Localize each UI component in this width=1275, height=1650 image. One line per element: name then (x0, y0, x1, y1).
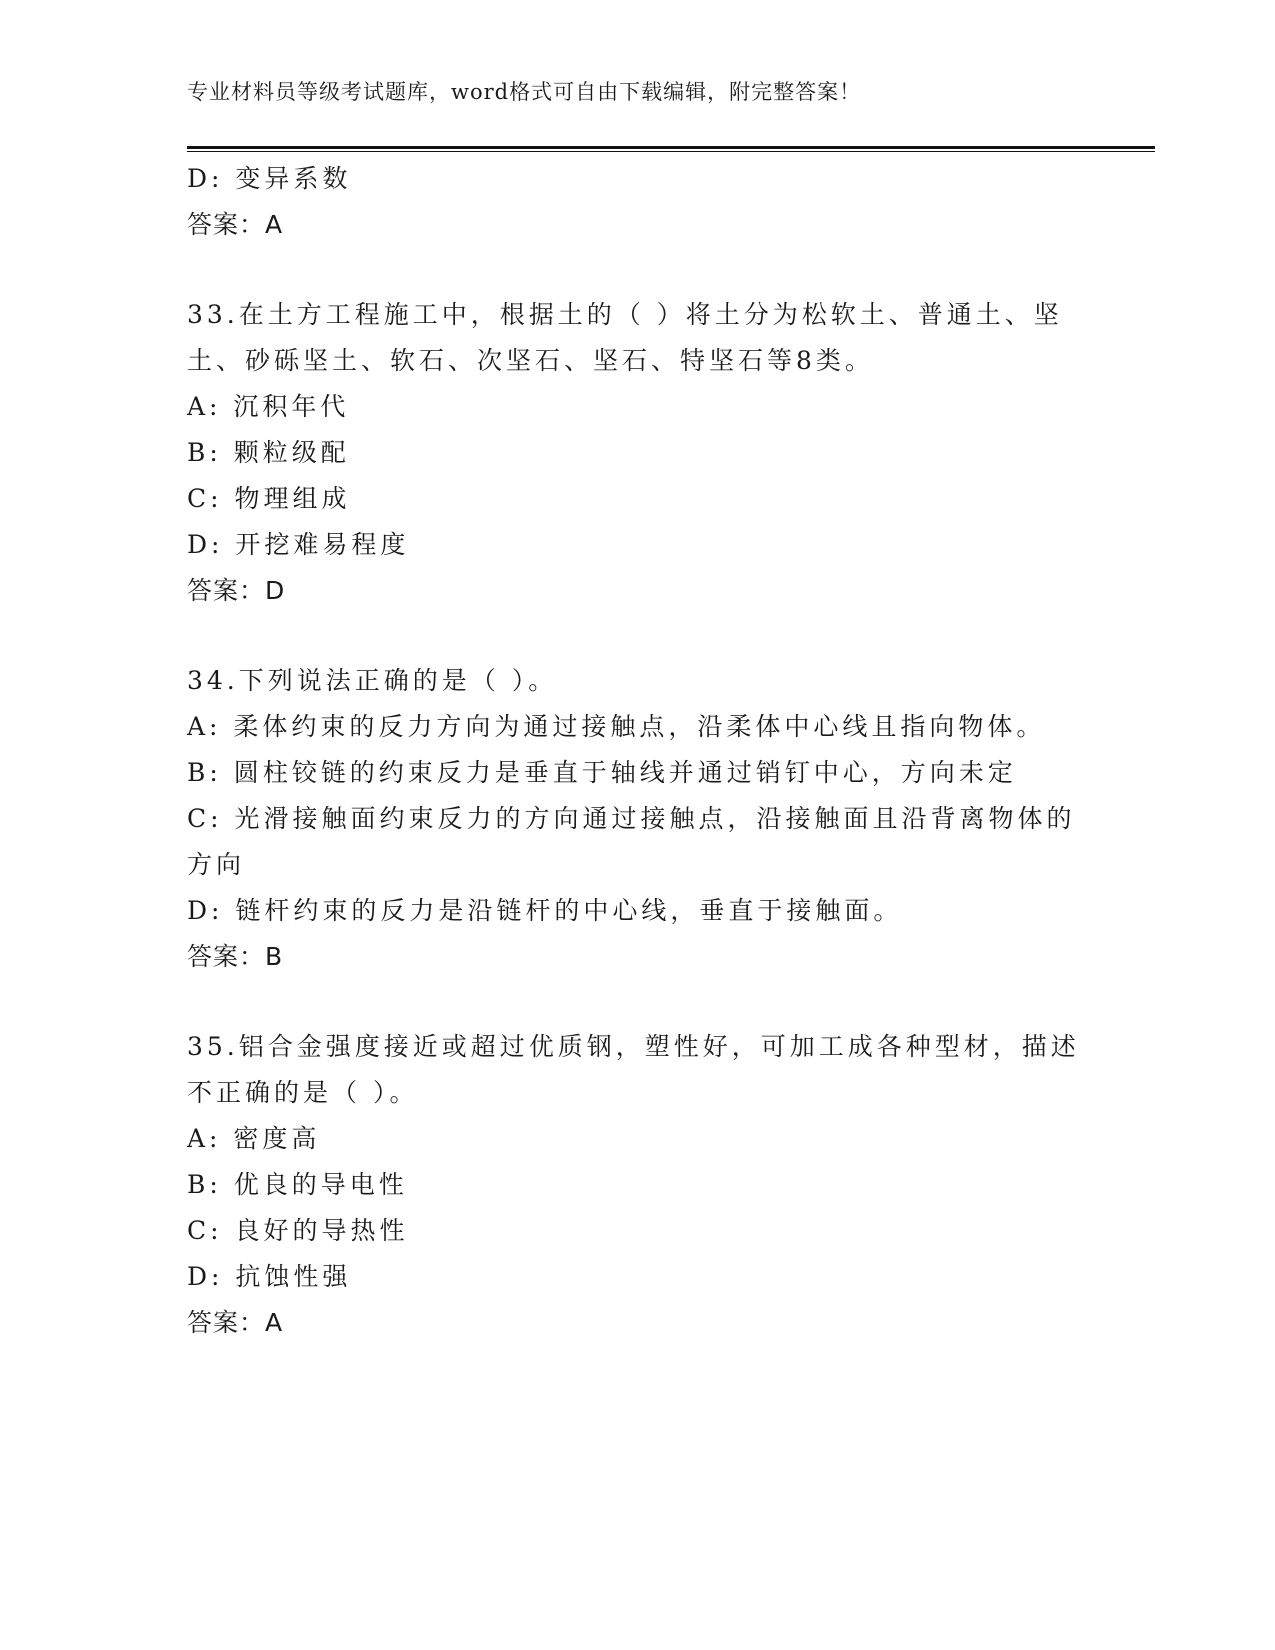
question-34 (187, 658, 1077, 980)
option-b: B: 优良的导电性 (187, 1170, 408, 1199)
option-c: C: 光滑接触面约束反力的方向通过接触点，沿接触面且沿背离物体的 (187, 804, 1076, 833)
answer: 答案：D (187, 576, 286, 605)
option-c: C: 良好的导热性 (187, 1216, 409, 1245)
option-a: A: 密度高 (187, 1124, 321, 1153)
option-d: D: 变异系数 (187, 164, 352, 193)
option-a: A: 柔体约束的反力方向为通过接触点，沿柔体中心线且指向物体。 (187, 712, 1046, 741)
option-a: A: 沉积年代 (187, 392, 350, 421)
option-c-cont: 方向 (187, 850, 246, 879)
option-c: C: 物理组成 (187, 484, 351, 513)
question-32-tail (187, 156, 1077, 248)
option-d: D: 开挖难易程度 (187, 530, 410, 559)
answer: 答案：B (187, 942, 284, 971)
question-33 (187, 292, 1077, 614)
question-content (187, 156, 1080, 1346)
question-stem-cont: 土、砂砾坚土、软石、次坚石、坚石、特坚石等8类。 (187, 346, 874, 375)
header-rule-thick (187, 146, 1155, 149)
option-d: D: 抗蚀性强 (187, 1262, 352, 1291)
answer: 答案：A (187, 210, 284, 239)
spacer (187, 248, 1077, 292)
spacer (187, 614, 1077, 658)
spacer (187, 980, 1077, 1024)
header-rule-thin (187, 151, 1155, 152)
question-stem: 35.铝合金强度接近或超过优质钢，塑性好，可加工成各种型材，描述 (187, 1032, 1080, 1061)
question-35 (187, 1024, 1080, 1346)
page-header: 专业材料员等级考试题库，word格式可自由下载编辑，附完整答案！ (187, 80, 862, 104)
question-stem-cont: 不正确的是（ ）。 (187, 1078, 419, 1107)
option-b: B: 圆柱铰链的约束反力是垂直于轴线并通过销钉中心，方向未定 (187, 758, 1017, 787)
option-d: D: 链杆约束的反力是沿链杆的中心线，垂直于接触面。 (187, 896, 903, 925)
question-stem: 33.在土方工程施工中，根据土的（ ）将土分为松软土、普通土、坚 (187, 300, 1063, 329)
answer: 答案：A (187, 1308, 284, 1337)
question-stem: 34.下列说法正确的是（ ）。 (187, 666, 558, 695)
option-b: B: 颗粒级配 (187, 438, 350, 467)
